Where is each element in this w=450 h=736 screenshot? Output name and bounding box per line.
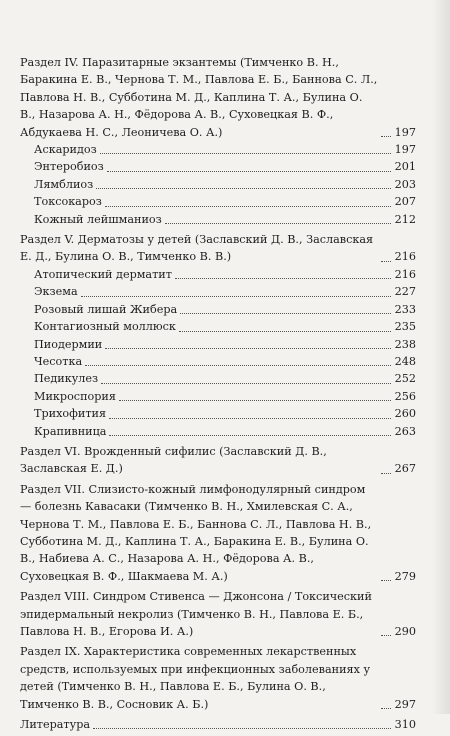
section-heading[interactable] [20, 588, 416, 640]
entry-page-number: 207 [394, 195, 416, 209]
toc-section [20, 716, 416, 733]
entry-label: Микроспория [34, 389, 116, 403]
entry-label: Аскаридоз [34, 143, 97, 157]
dot-leader [107, 171, 391, 172]
section-heading-text [20, 231, 378, 266]
dot-leader [180, 313, 391, 314]
dot-leader [100, 153, 391, 154]
dot-leader [105, 348, 391, 349]
entry-label: Пиодермии [34, 337, 103, 351]
section-heading[interactable] [20, 643, 416, 713]
section-page-number: 216 [394, 250, 416, 264]
dot-leader [81, 296, 391, 297]
toc-section [20, 588, 416, 640]
dot-leader [381, 136, 391, 137]
entry-page-number: 197 [394, 143, 416, 157]
entry-label: Контагиозный моллюск [34, 320, 176, 334]
section-authors: (Заславский Д. В., Заславская Е. Д.) [20, 444, 327, 476]
section-heading[interactable] [20, 443, 416, 478]
entry-page-number: 227 [394, 285, 416, 299]
entry-label: Трихофития [34, 407, 107, 421]
toc-entry[interactable] [20, 370, 416, 387]
dot-leader [85, 365, 391, 366]
dot-leader [381, 473, 391, 474]
section-title: Характеристика современных лекарственных средств, используемых при инфекционных заболеваниях у детей [20, 645, 371, 694]
section-page-number: 267 [394, 462, 416, 476]
dot-leader [105, 206, 391, 207]
entry-label: Крапивница [34, 424, 107, 438]
section-heading[interactable] [20, 231, 416, 266]
section-heading-text [20, 643, 378, 713]
section-authors: (Тимченко В. Н., Хмилевская С. А., Чернова Т. М., Павлова Е. Б., Баннова С. Л., Павлова Н. В., Субботина М. Д., Каплина Т. А., Баракина Е. В., Булина О. В., Набиева А. С., Назарова А. Н., Фёдорова А. В., Суховецкая В. Ф., Шакмаева М. А.) [20, 500, 372, 583]
section-page-number: 297 [394, 697, 416, 711]
toc-entry[interactable] [20, 283, 416, 300]
section-label: Раздел VIII. [20, 590, 90, 604]
toc-section [20, 481, 416, 585]
toc-entry[interactable] [20, 301, 416, 318]
toc-section [20, 231, 416, 440]
section-authors: (Тимченко В. Н., Павлова Е. Б., Булина О. В., Тимченко В. В., Сосновик А. Б.) [20, 680, 326, 711]
section-authors: (Тимченко В. Н., Баракина Е. В., Чернова Т. М., Павлова Е. Б., Баннова С. Л., Павлова Н. В., Субботина М. Д., Каплина Т. А., Булина О. В., Назарова А. Н., Фёдорова А. В., Суховецкая В. Ф., Абдукаева Н. С., Леоничева О. А.) [20, 56, 378, 139]
dot-leader [109, 435, 391, 436]
entry-page-number: 248 [394, 354, 416, 368]
section-heading-text [20, 716, 90, 733]
section-heading-text [20, 54, 378, 141]
entry-page-number: 252 [394, 372, 416, 386]
section-page-number: 197 [394, 125, 416, 139]
entry-page-number: 212 [394, 212, 416, 226]
toc-entry[interactable] [20, 388, 416, 405]
dot-leader [175, 278, 391, 279]
table-of-contents [20, 54, 416, 736]
toc-entry[interactable] [20, 211, 416, 228]
entry-label: Лямблиоз [34, 177, 94, 191]
toc-entry[interactable] [20, 336, 416, 353]
section-title: Дерматозы у детей [77, 233, 192, 247]
toc-section [20, 443, 416, 478]
dot-leader [381, 708, 391, 709]
section-authors: (Тимченко В. Н., Павлова Е. Б., Павлова Н. В., Егорова И. А.) [20, 607, 364, 638]
toc-entry[interactable] [20, 318, 416, 335]
dot-leader [381, 261, 391, 262]
entry-label: Экзема [34, 285, 78, 299]
entry-page-number: 256 [394, 389, 416, 403]
entry-page-number: 233 [394, 302, 416, 316]
section-title: Паразитарные экзантемы [82, 56, 237, 69]
section-title: Слизисто-кожный лимфонодулярный синдром — болезнь Кавасаки [20, 482, 366, 514]
toc-entry[interactable] [20, 158, 416, 175]
entry-label: Кожный лейшманиоз [34, 212, 162, 226]
dot-leader [381, 635, 391, 636]
dot-leader [96, 188, 391, 189]
toc-section [20, 54, 416, 228]
dot-leader [165, 223, 391, 224]
entry-page-number: 216 [394, 267, 416, 281]
section-label: Раздел VII. [20, 482, 85, 496]
entry-label: Энтеробиоз [34, 160, 104, 174]
section-label: Раздел IX. [20, 645, 81, 659]
section-heading-text [20, 588, 378, 640]
toc-entry[interactable] [20, 266, 416, 283]
toc-entry[interactable] [20, 193, 416, 210]
entry-page-number: 263 [394, 424, 416, 438]
dot-leader [109, 418, 391, 419]
section-label: Раздел VI. [20, 444, 81, 458]
section-heading-text [20, 481, 378, 585]
entry-page-number: 235 [394, 320, 416, 334]
section-label: Литература [20, 718, 91, 732]
toc-entry[interactable] [20, 353, 416, 370]
toc-section [20, 643, 416, 713]
page-edge-shadow [432, 0, 450, 714]
dot-leader [119, 400, 391, 401]
dot-leader [179, 331, 391, 332]
entry-label: Розовый лишай Жибера [34, 302, 178, 316]
section-page-number: 310 [394, 718, 416, 732]
entry-page-number: 238 [394, 337, 416, 351]
toc-entry[interactable] [20, 423, 416, 440]
entry-label: Педикулез [34, 372, 99, 386]
section-title: Врожденный сифилис [84, 444, 216, 458]
entry-page-number: 260 [394, 407, 416, 421]
dot-leader [93, 728, 391, 729]
entry-label: Чесотка [34, 354, 83, 368]
dot-leader [381, 580, 391, 581]
entry-page-number: 201 [394, 160, 416, 174]
dot-leader [101, 383, 391, 384]
section-title: Синдром Стивенса — Джонсона / Токсический эпидермальный некролиз [20, 590, 372, 621]
section-label: Раздел IV. [20, 56, 79, 69]
section-page-number: 290 [394, 625, 416, 638]
entry-page-number: 203 [394, 177, 416, 191]
section-page-number: 279 [394, 569, 416, 583]
section-heading-text [20, 443, 378, 478]
toc-entry[interactable] [20, 405, 416, 422]
entry-label: Токсокароз [34, 195, 102, 209]
section-authors: (Заславский Д. В., Заславская Е. Д., Булина О. В., Тимченко В. В.) [20, 233, 374, 264]
toc-entry[interactable] [20, 141, 416, 158]
section-heading[interactable] [20, 481, 416, 585]
entry-label: Атопический дерматит [34, 267, 172, 281]
section-heading[interactable] [20, 716, 416, 733]
toc-entry[interactable] [20, 176, 416, 193]
section-label: Раздел V. [20, 233, 75, 247]
section-heading[interactable] [20, 54, 416, 141]
